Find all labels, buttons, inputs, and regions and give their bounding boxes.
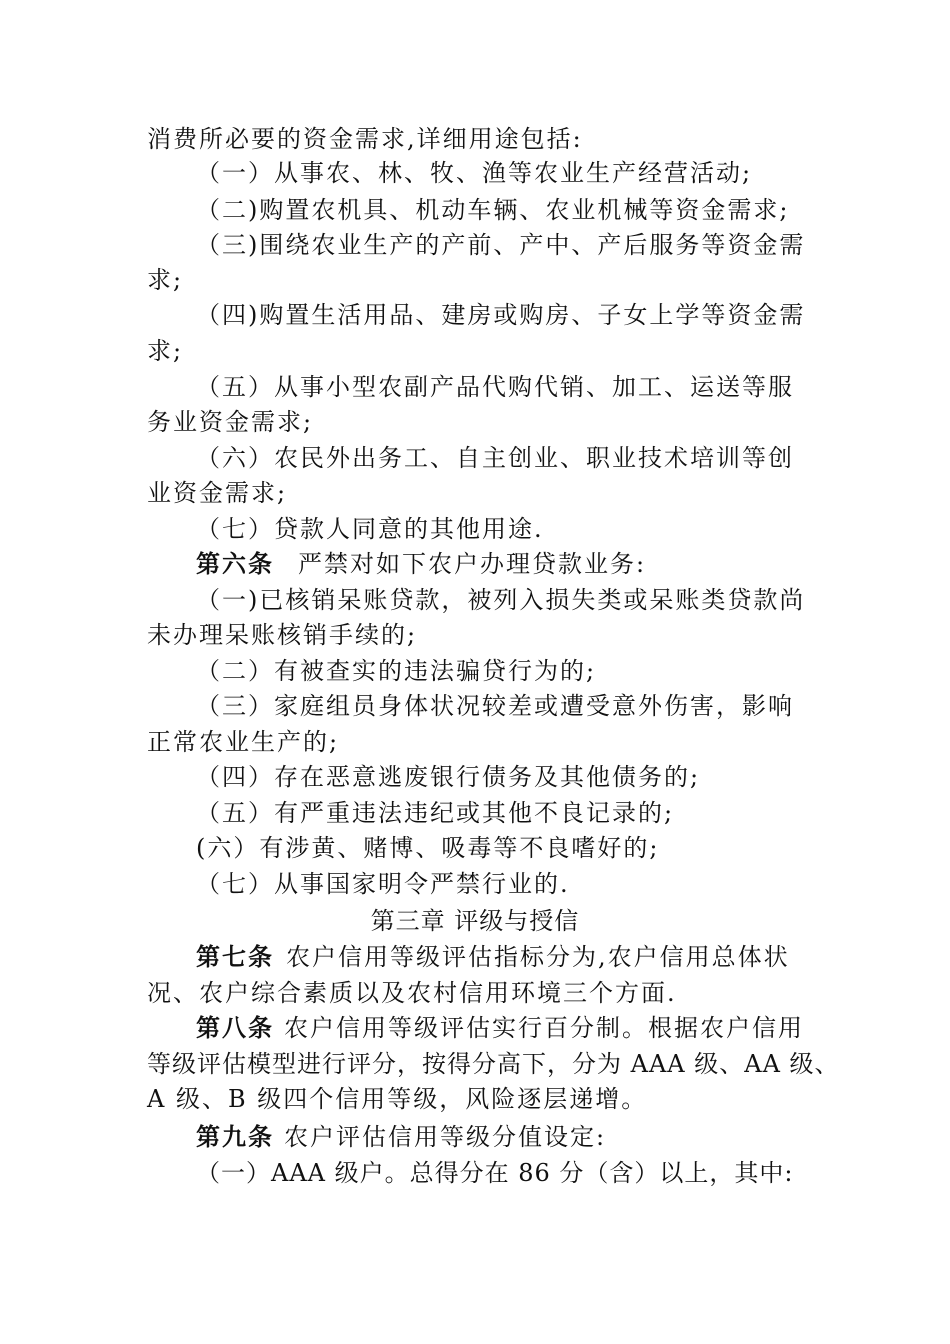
article-6-text: 严禁对如下农户办理贷款业务: <box>298 550 647 578</box>
list-item-line: （一）从事农、林、牧、渔等农业生产经营活动; <box>196 159 753 187</box>
paragraph-line: 求; <box>147 266 184 294</box>
list-item-line: （一）AAA 级户。总得分在 86 分（含）以上，其中: <box>196 1159 794 1187</box>
list-item-line: (六）有涉黄、赌博、吸毒等不良嗜好的; <box>196 834 660 862</box>
list-item-line: （四)购置生活用品、建房或购房、子女上学等资金需 <box>196 301 806 329</box>
article-6-line <box>196 549 646 579</box>
chapter-title: 第三章 评级与授信 <box>370 907 580 935</box>
article-8-line <box>196 1013 804 1043</box>
list-item-line: （二)购置农机具、机动车辆、农业机械等资金需求; <box>196 196 790 224</box>
list-item-line: （三）家庭组员身体状况较差或遭受意外伤害，影响 <box>196 692 794 720</box>
article-9-text: 农户评估信用等级分值设定: <box>284 1123 607 1151</box>
article-8-text: 农户信用等级评估实行百分制。根据农户信用 <box>284 1014 804 1042</box>
paragraph-line: 未办理呆账核销手续的; <box>147 621 418 649</box>
paragraph-line: 求; <box>147 337 184 365</box>
article-6-heading: 第六条 <box>196 550 274 578</box>
list-item-line: （一)已核销呆账贷款，被列入损失类或呆账类贷款尚 <box>196 586 806 614</box>
list-item-line: （七）贷款人同意的其他用途. <box>196 515 544 543</box>
list-item-line: （六）农民外出务工、自主创业、职业技术培训等创 <box>196 444 794 472</box>
list-item-line: （五）有严重违法违纪或其他不良记录的; <box>196 799 675 827</box>
article-8-heading: 第八条 <box>196 1014 274 1042</box>
paragraph-line: 消费所必要的资金需求,详细用途包括: <box>147 125 583 153</box>
list-item-line: （五）从事小型农副产品代购代销、加工、运送等服 <box>196 373 794 401</box>
article-9-line <box>196 1122 606 1152</box>
article-9-heading: 第九条 <box>196 1123 274 1151</box>
paragraph-line: A 级、B 级四个信用等级，风险逐层递增。 <box>147 1085 648 1113</box>
paragraph-line: 等级评估模型进行评分，按得分高下，分为 AAA 级、AA 级、 <box>147 1050 840 1078</box>
paragraph-line: 况、农户综合素质以及农村信用环境三个方面. <box>147 979 677 1007</box>
paragraph-line: 务业资金需求; <box>147 408 314 436</box>
list-item-line: （三)围绕农业生产的产前、产中、产后服务等资金需 <box>196 231 806 259</box>
paragraph-line: 正常农业生产的; <box>147 728 340 756</box>
list-item-line: （二）有被查实的违法骗贷行为的; <box>196 657 597 685</box>
article-7-heading: 第七条 <box>196 943 274 971</box>
article-7-line <box>196 942 790 972</box>
article-7-text: 农户信用等级评估指标分为,农户信用总体状 <box>286 943 790 971</box>
paragraph-line: 业资金需求; <box>147 479 288 507</box>
list-item-line: （七）从事国家明令严禁行业的. <box>196 870 570 898</box>
list-item-line: （四）存在恶意逃废银行债务及其他债务的; <box>196 763 701 791</box>
